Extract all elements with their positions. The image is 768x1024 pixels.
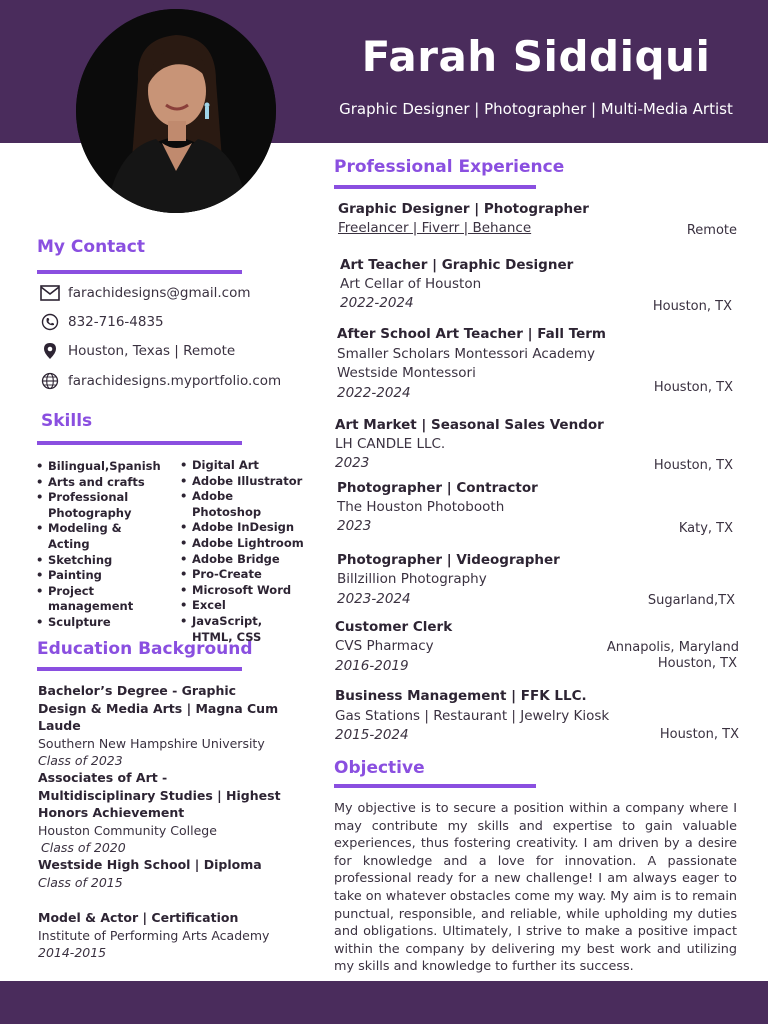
- job-location: Sugarland,TX: [647, 593, 735, 608]
- education-entry: [38, 909, 288, 962]
- contact-divider: [37, 270, 242, 274]
- job-org: Smaller Scholars Montessori Academy: [337, 346, 596, 362]
- job-org: Gas Stations | Restaurant | Jewelry Kiosk: [335, 708, 610, 724]
- experience-divider: [334, 185, 536, 189]
- education-year: Class of 2020: [41, 840, 126, 855]
- education-degree: Westside High School | Diploma: [38, 857, 262, 872]
- job-location: Annapolis, Maryland: [606, 640, 739, 655]
- skills-list-right: [180, 458, 305, 645]
- skill-item: • Adobe Photoshop: [180, 489, 305, 520]
- education-year: Class of 2015: [38, 874, 123, 890]
- objective-text: My objective is to secure a position within a company where I may contribute my skills and expertise to gain valuable experiences, thus fostering creativity. I am driven by a desire for knowledge and a love for innovation. A passionate professional ready for a new challenge! I am always eager to take on whatever obstacles come my way. My aim is to remain punctual, responsible, and reliable, while upholding my duties and obligations. Ultimately, I strive to make a positive impact within the company by delivering my best work and utilizing my skills and knowledge to further its success.: [334, 801, 737, 975]
- job-years: 2015-2024: [335, 727, 409, 743]
- job-title: Art Market | Seasonal Sales Vendor: [335, 417, 604, 433]
- portrait-illustration: [76, 9, 276, 213]
- job-title: After School Art Teacher | Fall Term: [337, 326, 606, 342]
- skill-item: • Painting: [36, 568, 166, 584]
- job-title: Graphic Designer | Photographer: [338, 201, 589, 217]
- candidate-tagline: Graphic Designer | Photographer | Multi-Media Artist: [339, 100, 733, 118]
- education-year: 2014-2015: [38, 945, 107, 960]
- skill-item: • Pro-Create: [180, 567, 305, 583]
- job-location: Remote: [686, 223, 737, 238]
- globe-icon: [40, 371, 60, 391]
- skill-item: • Adobe Lightroom: [180, 536, 305, 552]
- education-entry: [38, 769, 288, 857]
- contact-location: Houston, Texas | Remote: [68, 343, 236, 359]
- location-pin-icon: [40, 341, 60, 361]
- skill-item: • Sketching: [36, 553, 166, 569]
- job-location: Houston, TX: [652, 299, 732, 314]
- job-location: Houston, TX: [659, 727, 739, 742]
- education-degree: Bachelor’s Degree - Graphic Design & Media Arts | Magna Cum Laude: [38, 683, 279, 733]
- contact-website-row[interactable]: [40, 370, 300, 392]
- education-degree: Model & Actor | Certification: [38, 910, 239, 925]
- job-title: Art Teacher | Graphic Designer: [340, 257, 574, 273]
- contact-email-row[interactable]: [40, 282, 300, 304]
- skill-item: • Adobe Bridge: [180, 552, 305, 568]
- job-org: LH CANDLE LLC.: [335, 436, 446, 452]
- contact-section-title: My Contact: [37, 237, 145, 257]
- skills-divider: [37, 441, 242, 445]
- skill-item: • Microsoft Word: [180, 583, 305, 599]
- job-location: Houston, TX: [653, 380, 733, 395]
- job-location: Houston, TX: [657, 656, 737, 671]
- skill-item: • Adobe InDesign: [180, 520, 305, 536]
- skill-item: • Arts and crafts: [36, 475, 166, 491]
- skill-item: • Project management: [36, 584, 138, 615]
- education-school: Institute of Performing Arts Academy: [38, 927, 270, 943]
- job-years: 2016-2019: [335, 658, 409, 674]
- education-entry: [38, 856, 288, 891]
- job-years: 2023: [337, 518, 372, 534]
- education-year: Class of 2023: [38, 753, 123, 768]
- skill-item: • Adobe Illustrator: [180, 474, 305, 490]
- skill-item: • JavaScript, HTML, CSS: [180, 614, 305, 645]
- skill-item: • Modeling & Acting: [36, 521, 166, 552]
- contact-location-row: [40, 340, 300, 362]
- contact-website[interactable]: farachidesigns.myportfolio.com: [68, 373, 282, 389]
- mail-icon: [40, 283, 60, 303]
- objective-section-title: Objective: [334, 758, 425, 778]
- objective-divider: [334, 784, 536, 788]
- education-degree: Associates of Art - Multidisciplinary Studies | Highest Honors Achievement: [38, 770, 281, 820]
- candidate-name: Farah Siddiqui: [361, 32, 711, 81]
- job-location: Houston, TX: [653, 458, 733, 473]
- job-org-link[interactable]: Freelancer | Fiverr | Behance: [338, 220, 532, 236]
- job-years: 2023: [335, 455, 370, 471]
- phone-icon: [40, 312, 60, 332]
- skills-list-left: [36, 459, 166, 631]
- skills-section-title: Skills: [41, 411, 93, 431]
- education-school: Southern New Hampshire University: [38, 735, 265, 751]
- skill-item: • Professional Photography: [36, 490, 138, 521]
- job-org: The Houston Photobooth: [337, 499, 505, 515]
- education-entry: [38, 682, 288, 770]
- education-school: Houston Community College: [38, 822, 217, 838]
- experience-section-title: Professional Experience: [334, 157, 565, 177]
- job-years: 2022-2024: [340, 295, 414, 311]
- profile-photo: [76, 9, 276, 213]
- skill-item: • Bilingual,Spanish: [36, 459, 166, 475]
- job-title: Business Management | FFK LLC.: [335, 688, 587, 704]
- job-title: Photographer | Videographer: [337, 552, 560, 568]
- job-years: 2023-2024: [337, 591, 411, 607]
- job-years: 2022-2024: [337, 385, 411, 401]
- contact-email[interactable]: farachidesigns@gmail.com: [68, 285, 251, 301]
- job-location: Katy, TX: [678, 521, 733, 536]
- job-title: Customer Clerk: [335, 619, 453, 635]
- skill-item: • Sculpture: [36, 615, 166, 631]
- contact-phone-row[interactable]: [40, 311, 300, 333]
- education-section-title: Education Background: [37, 639, 253, 659]
- job-org: Westside Montessori: [337, 365, 476, 381]
- job-org: Billzillion Photography: [337, 571, 487, 587]
- education-divider: [37, 667, 242, 671]
- skill-item: • Excel: [180, 598, 305, 614]
- contact-phone[interactable]: 832-716-4835: [68, 314, 164, 330]
- job-title: Photographer | Contractor: [337, 480, 538, 496]
- skill-item: • Digital Art: [180, 458, 305, 474]
- job-org: CVS Pharmacy: [335, 638, 434, 654]
- footer-band: [0, 981, 768, 1024]
- job-org: Art Cellar of Houston: [340, 276, 482, 292]
